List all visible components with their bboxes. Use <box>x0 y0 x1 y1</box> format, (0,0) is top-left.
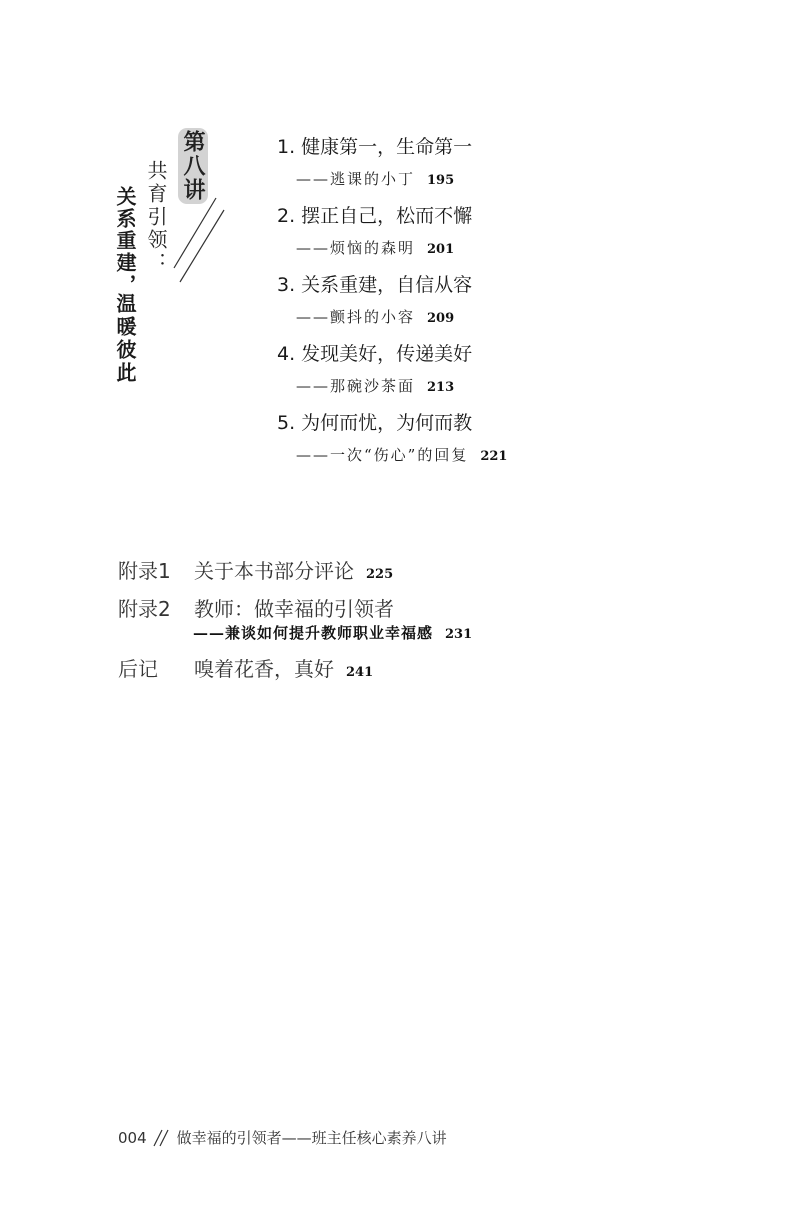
lecture-number: 第八讲 <box>180 130 206 202</box>
afterword-label: 后记 <box>118 657 158 681</box>
appendix-label: 附录1 <box>118 559 171 583</box>
appendix-subtitle: ——兼谈如何提升教师职业幸福感 231 <box>193 624 473 642</box>
entry-subtitle: ——烦恼的森明 201 <box>296 239 455 257</box>
entry-title: 4. 发现美好，传递美好 <box>277 343 473 365</box>
entry-subtitle: ——那碗沙茶面 213 <box>296 377 455 395</box>
page-number: 195 <box>427 173 455 188</box>
entry-title: 1. 健康第一，生命第一 <box>277 136 473 158</box>
page-number: 225 <box>366 567 394 582</box>
footer-page-number: 004 <box>118 1128 147 1147</box>
footer-book-title: 做幸福的引领者——班主任核心素养八讲 <box>176 1129 447 1147</box>
appendix-label: 附录2 <box>118 597 171 621</box>
page-footer <box>118 1127 447 1148</box>
appendix-title: 关于本书部分评论 <box>194 559 354 583</box>
entry-title: 5. 为何而忧，为何而教 <box>277 412 473 434</box>
entry-subtitle: ——颤抖的小容 209 <box>296 308 455 326</box>
lecture-title-part2: 温暖彼此 <box>113 293 137 385</box>
page-number: 231 <box>445 627 473 642</box>
page-number: 201 <box>427 242 455 257</box>
appendix-title: 教师：做幸福的引领者 <box>194 597 394 621</box>
lecture-subtitle: 共育引领： <box>144 160 168 275</box>
page-number: 221 <box>480 449 508 464</box>
decorative-slash-lines <box>166 196 226 286</box>
entry-subtitle: ——一次“伤心”的回复 221 <box>296 446 508 464</box>
double-slash-icon <box>153 1129 169 1147</box>
afterword-entry[interactable] <box>118 653 373 682</box>
page-number: 213 <box>427 380 455 395</box>
entry-title: 2. 摆正自己，松而不懈 <box>277 205 473 227</box>
page-number: 209 <box>427 311 455 326</box>
appendix-entry-1[interactable] <box>118 555 393 584</box>
entry-title: 3. 关系重建，自信从容 <box>277 274 473 296</box>
appendix-entry-2[interactable] <box>118 593 394 622</box>
entry-subtitle: ——逃课的小丁 195 <box>296 170 455 188</box>
page-number: 241 <box>346 665 374 680</box>
lecture-title-part1: 关系重建， <box>113 186 137 296</box>
afterword-title: 嗅着花香，真好 <box>194 657 334 681</box>
